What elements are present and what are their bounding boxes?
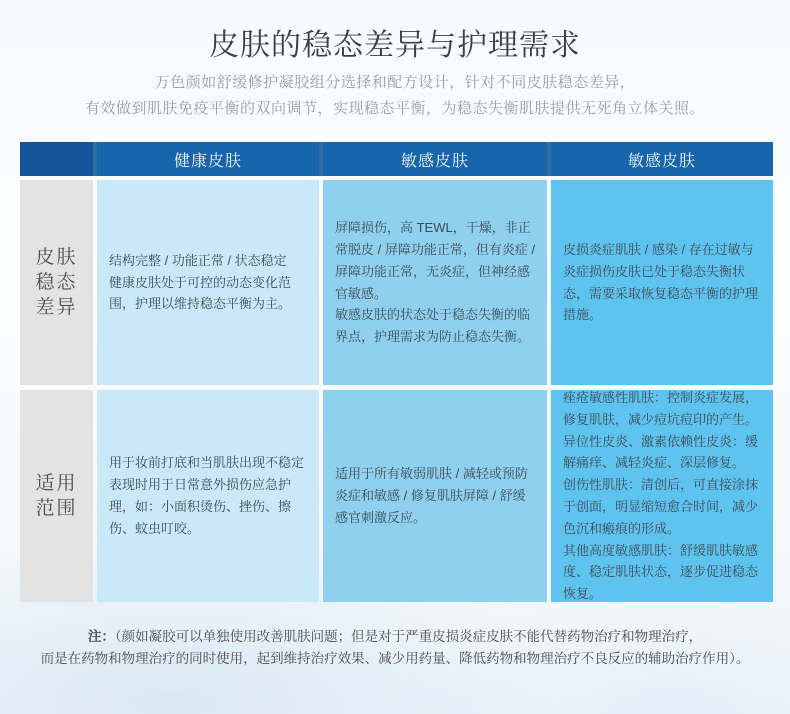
cell-paragraph: 屏障损伤，高 TEWL，干燥，非正常脱皮 / 屏障功能正常，但有炎症 / 屏障功能正常，无炎症，但神经感官敏感。 xyxy=(335,220,536,301)
table-corner-cell xyxy=(20,142,93,176)
row-label-applicable-scope xyxy=(20,390,93,602)
cell-paragraph: 其他高度敏感肌肤：舒缓肌肤敏感度、稳定肌肤状态，逐步促进稳态恢复。 xyxy=(563,542,759,602)
column-header-sensitive-skin: 敏感皮肤 xyxy=(323,142,547,176)
subtitle-line-1: 万色颜如舒缓修护凝胶组分选择和配方设计，针对不同皮肤稳态差异， xyxy=(154,74,636,91)
cell-paragraph: 健康皮肤处于可控的动态变化范围，护理以维持稳态平衡为主。 xyxy=(109,274,292,312)
footnote-prefix: 注： xyxy=(87,629,115,644)
cell-paragraph: 皮损炎症肌肤 / 感染 / 存在过敏与炎症损伤皮肤已处于稳态失衡状态，需要采取恢复稳态平衡的护理措施。 xyxy=(563,241,759,323)
table-header-row xyxy=(20,142,773,176)
row-label-line: 适用 xyxy=(35,472,78,494)
column-header-healthy-skin: 健康皮肤 xyxy=(97,142,319,176)
cell-paragraph: 异位性皮炎、激素依赖性皮炎：缓解痛痒、减轻炎症、深层修复。 xyxy=(563,433,759,471)
column-header-sensitive-skin-2: 敏感皮肤 xyxy=(551,142,773,176)
cell-scope-sensitive-2 xyxy=(551,390,773,602)
cell-paragraph: 适用于所有敏弱肌肤 / 减轻或预防炎症和敏感 / 修复肌肤屏障 / 舒缓感官刺激反应。 xyxy=(335,466,528,525)
page-title: 皮肤的稳态差异与护理需求 xyxy=(209,29,581,62)
row-label-line: 皮肤 xyxy=(35,246,78,268)
row-label-line: 差异 xyxy=(35,297,78,319)
cell-paragraph: 痤疮敏感性肌肤：控制炎症发展，修复肌肤，减少痘坑痘印的产生。 xyxy=(563,389,759,427)
footnote-line-1: （颜如凝胶可以单独使用改善肌肤问题；但是对于严重皮损炎症皮肤不能代替药物治疗和物理治疗， xyxy=(114,629,703,644)
cell-homeostasis-sensitive-2 xyxy=(551,180,773,385)
subtitle xyxy=(0,70,790,123)
cell-paragraph: 创伤性肌肤：清创后，可直接涂抹于创面，明显缩短愈合时间，减少色沉和瘢痕的形成。 xyxy=(563,477,759,536)
table-body xyxy=(20,180,773,602)
cell-scope-healthy xyxy=(97,390,319,602)
skin-comparison-table xyxy=(20,142,773,602)
cell-paragraph: 用于妆前打底和当肌肤出现不稳定表现时用于日常意外损伤应急护理，如：小面积烫伤、挫伤、擦伤、蚊虫叮咬。 xyxy=(109,455,305,536)
subtitle-line-2: 有效做到肌肤免疫平衡的双向调节，实现稳态平衡，为稳态失衡肌肤提供无死角立体关照。 xyxy=(84,100,705,118)
row-label-line: 稳态 xyxy=(35,271,78,293)
cell-homeostasis-healthy xyxy=(97,180,319,385)
cell-scope-sensitive xyxy=(323,390,547,602)
footnote-line-2: 而是在药物和物理治疗的同时使用，起到维持治疗效果、减少用药量、降低药物和物理治疗不良反应的辅助治疗作用）。 xyxy=(40,651,750,667)
cell-paragraph: 敏感皮肤的状态处于稳态失衡的临界点，护理需求为防止稳态失衡。 xyxy=(335,307,531,345)
row-label-homeostasis-difference xyxy=(20,180,93,385)
footnote xyxy=(0,626,790,671)
cell-homeostasis-sensitive xyxy=(323,180,547,385)
row-label-line: 范围 xyxy=(35,498,78,519)
cell-paragraph: 结构完整 / 功能正常 / 状态稳定 xyxy=(109,252,287,268)
